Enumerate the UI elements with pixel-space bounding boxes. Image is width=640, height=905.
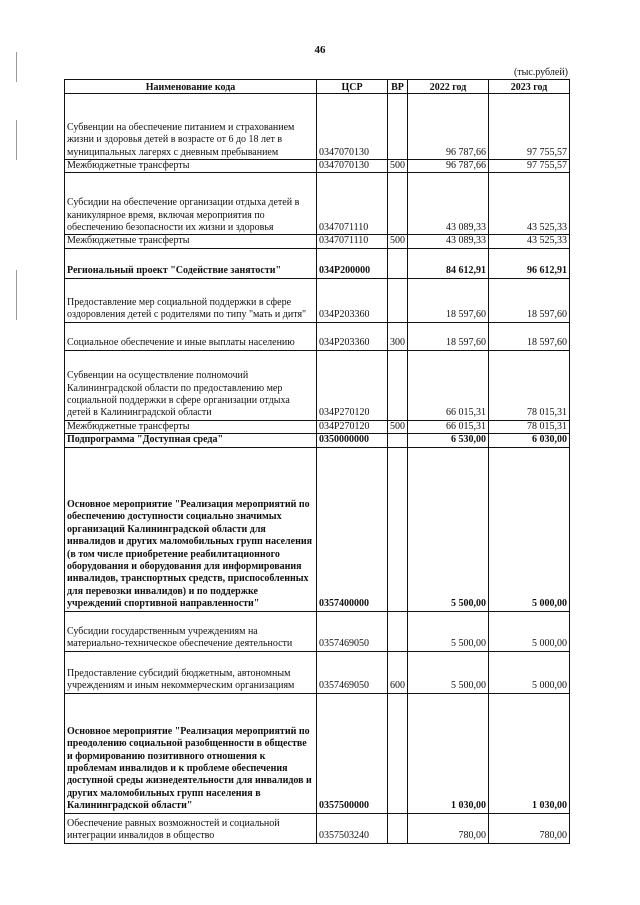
row-2023-cell: 780,00 [489,813,570,843]
row-csr-cell: 0347071110 [317,173,388,235]
units-label: (тыс.рублей) [513,67,568,78]
row-2023-cell: 18 597,60 [489,322,570,350]
row-vr-cell [388,248,408,278]
row-vr-cell [388,350,408,420]
row-2023-cell: 78 015,31 [489,350,570,420]
row-name-cell: Основное мероприятие "Реализация мероприятий по обеспечению доступности социально значимых организаций Калининградской области для инвалидов и других маломобильных групп населения (в том числе приобретение реабилитационного оборудования и оборудования для информирования инвалидов, транспортных средств, приспособленных для перевозки инвалидов) и по поддержке учреждений спортивной направленности" [65,447,317,611]
header-2022: 2022 год [408,80,489,94]
row-vr-cell [388,813,408,843]
row-vr-cell: 300 [388,322,408,350]
table-row [65,160,570,173]
row-2022-cell: 5 500,00 [408,611,489,651]
row-csr-cell: 0357400000 [317,447,388,611]
row-csr-cell: 0357469050 [317,651,388,693]
row-2022-cell: 96 787,66 [408,160,489,173]
header-csr: ЦСР [317,80,388,94]
row-2022-cell: 1 030,00 [408,693,489,813]
row-2023-cell: 43 525,33 [489,173,570,235]
row-name-cell: Социальное обеспечение и иные выплаты населению [65,322,317,350]
row-csr-cell: 034P200000 [317,248,388,278]
row-2023-cell: 5 000,00 [489,651,570,693]
row-name-cell: Межбюджетные трансферты [65,420,317,433]
row-csr-cell: 0357503240 [317,813,388,843]
row-vr-cell: 500 [388,160,408,173]
row-2022-cell: 5 500,00 [408,447,489,611]
row-2022-cell: 43 089,33 [408,173,489,235]
table-row [65,173,570,235]
row-name-cell: Субсидии государственным учреждениям на материально-техническое обеспечение деятельности [65,611,317,651]
table-row [65,434,570,447]
row-2022-cell: 780,00 [408,813,489,843]
row-2023-cell: 1 030,00 [489,693,570,813]
row-name-cell: Межбюджетные трансферты [65,235,317,248]
row-csr-cell: 0347070130 [317,160,388,173]
table-row [65,813,570,843]
row-csr-cell: 0347071110 [317,235,388,248]
row-2023-cell: 5 000,00 [489,447,570,611]
row-2023-cell: 97 755,57 [489,94,570,160]
header-2023: 2023 год [489,80,570,94]
row-2022-cell: 96 787,66 [408,94,489,160]
row-2023-cell: 78 015,31 [489,420,570,433]
row-2022-cell: 43 089,33 [408,235,489,248]
row-2023-cell: 18 597,60 [489,278,570,322]
row-vr-cell [388,447,408,611]
row-2022-cell: 18 597,60 [408,278,489,322]
row-2022-cell: 5 500,00 [408,651,489,693]
row-name-cell: Подпрограмма "Доступная среда" [65,434,317,447]
scan-margin-line [16,270,17,320]
table-row [65,248,570,278]
table-row [65,94,570,160]
scan-margin-line [16,120,17,160]
row-2023-cell: 96 612,91 [489,248,570,278]
table-row [65,651,570,693]
row-2022-cell: 84 612,91 [408,248,489,278]
page-number: 46 [314,44,326,56]
row-name-cell: Региональный проект "Содействие занятости" [65,248,317,278]
table-row [65,693,570,813]
row-2022-cell: 18 597,60 [408,322,489,350]
row-2022-cell: 66 015,31 [408,350,489,420]
row-vr-cell [388,278,408,322]
row-vr-cell [388,693,408,813]
table-row [65,420,570,433]
row-csr-cell: 034P270120 [317,350,388,420]
row-2022-cell: 6 530,00 [408,434,489,447]
row-name-cell: Предоставление мер социальной поддержки в сфере оздоровления детей с родителями по типу "мать и дитя" [65,278,317,322]
row-csr-cell: 0357469050 [317,611,388,651]
header-vr: ВР [388,80,408,94]
row-csr-cell: 034P203360 [317,322,388,350]
row-name-cell: Основное мероприятие "Реализация мероприятий по преодолению социальной разобщенности в обществе и формированию позитивного отношения к проблемам инвалидов и к проблеме обеспечения доступной среды жизнедеятельности для инвалидов и других маломобильных групп населения в Калининградской области" [65,693,317,813]
row-vr-cell [388,173,408,235]
row-2022-cell: 66 015,31 [408,420,489,433]
row-2023-cell: 43 525,33 [489,235,570,248]
row-vr-cell: 500 [388,420,408,433]
table-row [65,611,570,651]
row-2023-cell: 97 755,57 [489,160,570,173]
row-name-cell: Обеспечение равных возможностей и социальной интеграции инвалидов в общество [65,813,317,843]
row-csr-cell: 0347070130 [317,94,388,160]
row-csr-cell: 0350000000 [317,434,388,447]
row-csr-cell: 0357500000 [317,693,388,813]
header-name: Наименование кода [65,80,317,94]
table-row [65,278,570,322]
row-2023-cell: 6 030,00 [489,434,570,447]
row-vr-cell [388,611,408,651]
table-header-row [65,80,570,94]
row-2023-cell: 5 000,00 [489,611,570,651]
row-csr-cell: 034P203360 [317,278,388,322]
row-vr-cell: 500 [388,235,408,248]
table-row [65,322,570,350]
scan-margin-line [16,52,17,82]
row-name-cell: Субвенции на обеспечение питанием и страхованием жизни и здоровья детей в возрасте от 6 до 18 лет в муниципальных лагерях с дневным пребыванием [65,94,317,160]
row-name-cell: Предоставление субсидий бюджетным, автономным учреждениям и иным некоммерческим организациям [65,651,317,693]
budget-table [64,79,570,844]
table-row [65,447,570,611]
row-csr-cell: 034P270120 [317,420,388,433]
row-name-cell: Межбюджетные трансферты [65,160,317,173]
row-name-cell: Субсидии на обеспечение организации отдыха детей в каникулярное время, включая мероприятия по обеспечению безопасности их жизни и здоровья [65,173,317,235]
row-vr-cell [388,94,408,160]
row-name-cell: Субвенции на осуществление полномочий Калининградской области по предоставлению мер социальной поддержки в сфере организации отдыха детей в Калининградской области [65,350,317,420]
table-row [65,235,570,248]
row-vr-cell: 600 [388,651,408,693]
table-row [65,350,570,420]
row-vr-cell [388,434,408,447]
